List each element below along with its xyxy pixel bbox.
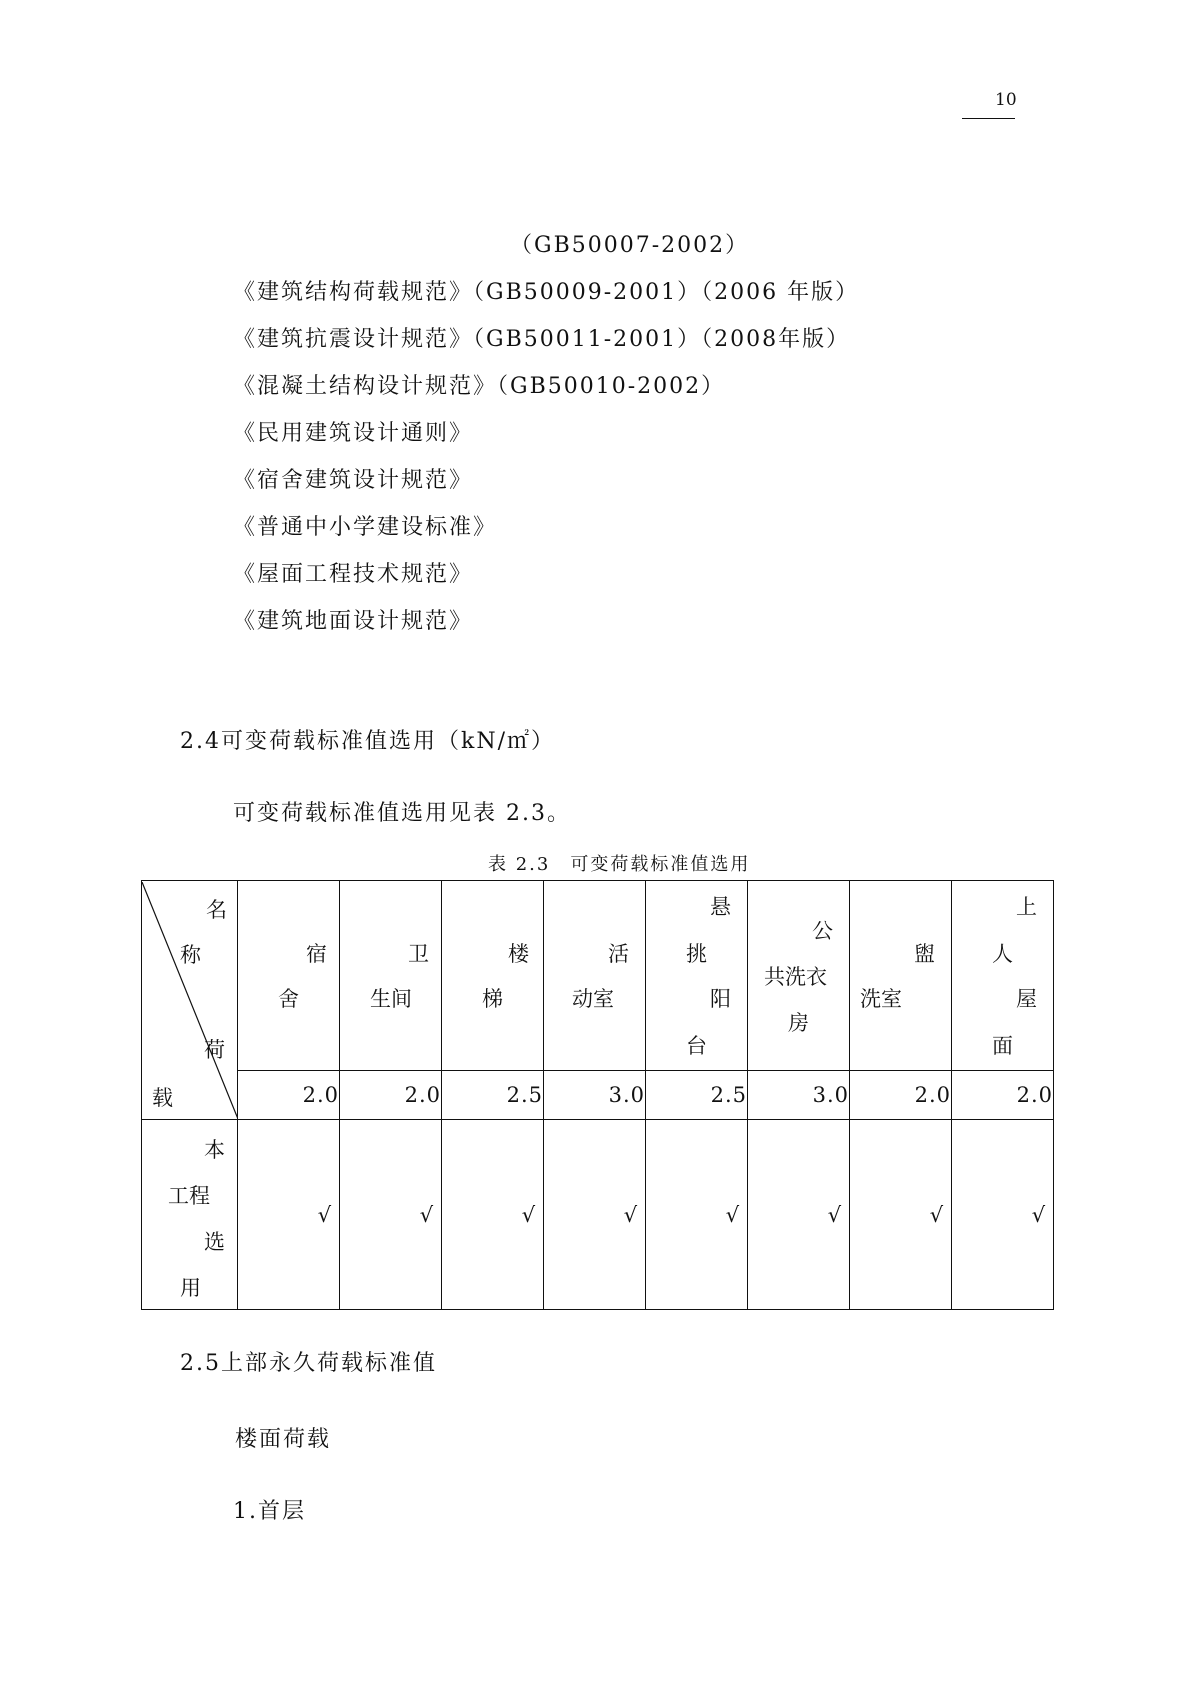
load-value-cell: 2.0 xyxy=(850,1071,952,1120)
column-header-stairs: 楼 梯 xyxy=(442,881,544,1071)
variable-load-table xyxy=(141,880,1054,1310)
check-mark-icon: √ xyxy=(623,1202,638,1227)
load-value-cell: 3.0 xyxy=(748,1071,850,1120)
column-header-roof: 上 人 屋 面 xyxy=(952,881,1054,1071)
reference-line: 《宿舍建筑设计规范》 xyxy=(233,468,474,493)
reference-line: 《屋面工程技术规范》 xyxy=(233,562,474,587)
corner-label: 名 xyxy=(206,897,227,922)
check-mark-icon: √ xyxy=(725,1202,740,1227)
reference-line: 《建筑结构荷载规范》（GB50009-2001）（2006 年版） xyxy=(233,280,860,305)
column-header-balcony: 悬 挑 阳 台 xyxy=(646,881,748,1071)
column-header-laundry-room: 公 共洗衣 房 xyxy=(748,881,850,1071)
corner-header-cell xyxy=(142,881,238,1120)
load-value-cell: 3.0 xyxy=(544,1071,646,1120)
check-cell xyxy=(850,1120,952,1310)
check-cell xyxy=(952,1120,1054,1310)
check-mark-icon: √ xyxy=(1031,1202,1046,1227)
check-mark-icon: √ xyxy=(827,1202,842,1227)
check-mark-icon: √ xyxy=(419,1202,434,1227)
subheading-floor-load: 楼面荷载 xyxy=(235,1427,332,1452)
section-heading-2-5: 2.5上部永久荷载标准值 xyxy=(180,1351,437,1376)
column-header-activity-room: 活 动室 xyxy=(544,881,646,1071)
column-header-dormitory: 宿 舍 xyxy=(238,881,340,1071)
reference-line: （GB50007-2002） xyxy=(510,233,750,258)
load-value-cell: 2.5 xyxy=(442,1071,544,1120)
corner-label: 荷 xyxy=(204,1037,225,1062)
load-value-cell: 2.5 xyxy=(646,1071,748,1120)
check-cell xyxy=(748,1120,850,1310)
column-header-washroom: 盥 洗室 xyxy=(850,881,952,1071)
check-cell xyxy=(646,1120,748,1310)
check-mark-icon: √ xyxy=(317,1202,332,1227)
reference-line: 《混凝土结构设计规范》（GB50010-2002） xyxy=(233,374,726,399)
reference-line: 《建筑地面设计规范》 xyxy=(233,609,474,634)
reference-line: 《民用建筑设计通则》 xyxy=(233,421,474,446)
item-ground-floor: 1.首层 xyxy=(233,1499,306,1524)
table-caption: 表 2.3 可变荷载标准值选用 xyxy=(488,854,751,875)
check-cell xyxy=(340,1120,442,1310)
check-cell xyxy=(238,1120,340,1310)
column-header-bathroom: 卫 生间 xyxy=(340,881,442,1071)
reference-line: 《普通中小学建设标准》 xyxy=(233,515,498,540)
section-heading-2-4: 2.4可变荷载标准值选用（kN/㎡） xyxy=(180,729,555,754)
check-mark-icon: √ xyxy=(929,1202,944,1227)
corner-label: 称 xyxy=(180,942,201,967)
check-cell xyxy=(442,1120,544,1310)
check-cell xyxy=(544,1120,646,1310)
load-value-cell: 2.0 xyxy=(340,1071,442,1120)
load-value-cell: 2.0 xyxy=(952,1071,1054,1120)
page-number: 10 xyxy=(995,90,1017,110)
corner-label: 载 xyxy=(152,1085,173,1110)
row-header-selected: 本 工程 选 用 xyxy=(142,1120,238,1310)
reference-line: 《建筑抗震设计规范》（GB50011-2001）（2008年版） xyxy=(233,327,851,352)
page-number-rule xyxy=(962,118,1015,119)
section-body: 可变荷载标准值选用见表 2.3。 xyxy=(233,801,571,826)
check-mark-icon: √ xyxy=(521,1202,536,1227)
load-value-cell: 2.0 xyxy=(238,1071,340,1120)
